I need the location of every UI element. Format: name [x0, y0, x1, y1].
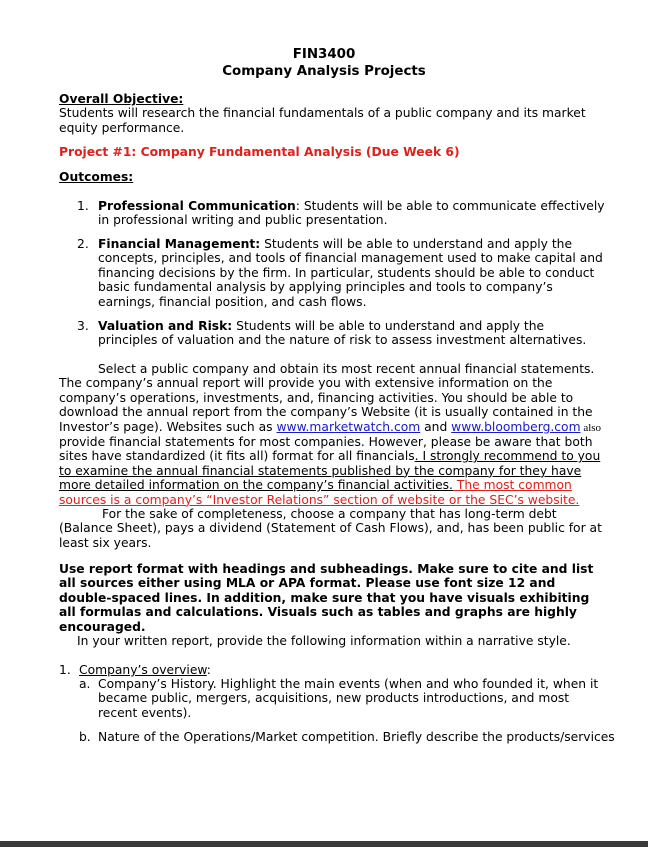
overall-objective-heading: Overall Objective:: [59, 92, 184, 106]
outcome-number: 3.: [77, 319, 89, 333]
report-subitem-b: [79, 730, 619, 744]
instructions-text-also: also: [580, 421, 602, 434]
outcomes-heading: Outcomes:: [59, 170, 134, 184]
marketwatch-link[interactable]: www.marketwatch.com: [276, 419, 421, 434]
company-overview-title: Company’s overview: [79, 663, 207, 677]
outcome-item-1: [77, 199, 607, 228]
subitem-text: Nature of the Operations/Market competition. Briefly describe the products/services: [98, 730, 615, 744]
report-intro: In your written report, provide the following information within a narrative style.: [77, 634, 571, 648]
viewer-bottom-edge: [0, 841, 648, 847]
course-code: FIN3400: [292, 47, 356, 62]
outcome-term: Financial Management:: [98, 237, 261, 251]
outcome-item-3: [77, 319, 607, 348]
completeness-paragraph: For the sake of completeness, choose a company that has long-term debt (Balance Sheet), pays a dividend (Statement of Cash Flows), and, has been public for at least six years.: [59, 507, 602, 550]
overall-objective-section: [59, 92, 604, 135]
report-item-1: [59, 663, 607, 677]
instructions-text: and: [420, 419, 452, 434]
outcome-item-2: [77, 237, 605, 309]
outcome-number: 2.: [77, 237, 89, 251]
subitem-letter: b.: [79, 730, 91, 744]
subitem-letter: a.: [79, 677, 91, 691]
report-item-number: 1.: [59, 663, 71, 677]
common-sources-note: The most common sources is a company’s “Investor Relations” section of website or the SEC’s website.: [59, 478, 580, 507]
page-title: Company Analysis Projects: [222, 64, 426, 79]
outcome-term: Valuation and Risk:: [98, 319, 233, 333]
bloomberg-link[interactable]: www.bloomberg.com: [451, 419, 581, 434]
outcome-text: Students will be able to understand and apply the concepts, principles, and tools of financial management used to make capital and financing decisions by the firm. In particular, students should be able to conduct basic fundamental analysis by applying principles and tools to company’s earnings, financial position, and cash flows.: [98, 237, 603, 309]
subitem-text: Company’s History. Highlight the main events (when and who founded it, when it became public, mergers, acquisitions, new products introductions, and most recent events).: [98, 677, 599, 720]
overall-objective-text: Students will research the financial fundamentals of a public company and its market equity performance.: [59, 106, 586, 135]
format-requirements-note: Use report format with headings and subheadings. Make sure to cite and list all sources either using MLA or APA format. Please use font size 12 and double-spaced lines. In addition, make sure that you have visuals exhibiting all formulas and calculations. Visuals such as tables and graphs are highly encouraged.: [59, 562, 594, 634]
instructions-text: Select a public company and obtain its most recent annual financial statements. The company’s annual report will provide you with extensive information on the company’s operations, investments, and, financing activities. You should be able to download the annual report from the company’s Website (it is usually contained in the Investor’s page). Websites such as: [59, 362, 595, 434]
outcome-term-separator: :: [295, 199, 300, 213]
instructions-paragraph: [59, 362, 609, 550]
outcome-number: 1.: [77, 199, 89, 213]
company-overview-colon: :: [206, 663, 211, 677]
recommendation-underlined: . I strongly recommend to you to examine the annual financial statements published by the company for they have more detailed information on the company’s financial activities.: [59, 449, 601, 493]
report-subitem-a: [79, 677, 607, 720]
outcome-text: Students will be able to communicate effectively in professional writing and public presentation.: [98, 199, 605, 228]
outcome-text: Students will be able to understand and apply the principles of valuation and the nature of risk to assess investment alternatives.: [98, 319, 587, 348]
outcome-term: Professional Communication: [98, 199, 296, 213]
project-1-heading: Project #1: Company Fundamental Analysis (Due Week 6): [59, 145, 460, 159]
instructions-text: provide financial statements for most companies. However, please be aware that both sites have standardized (it fits all) format for all financials: [59, 435, 593, 464]
